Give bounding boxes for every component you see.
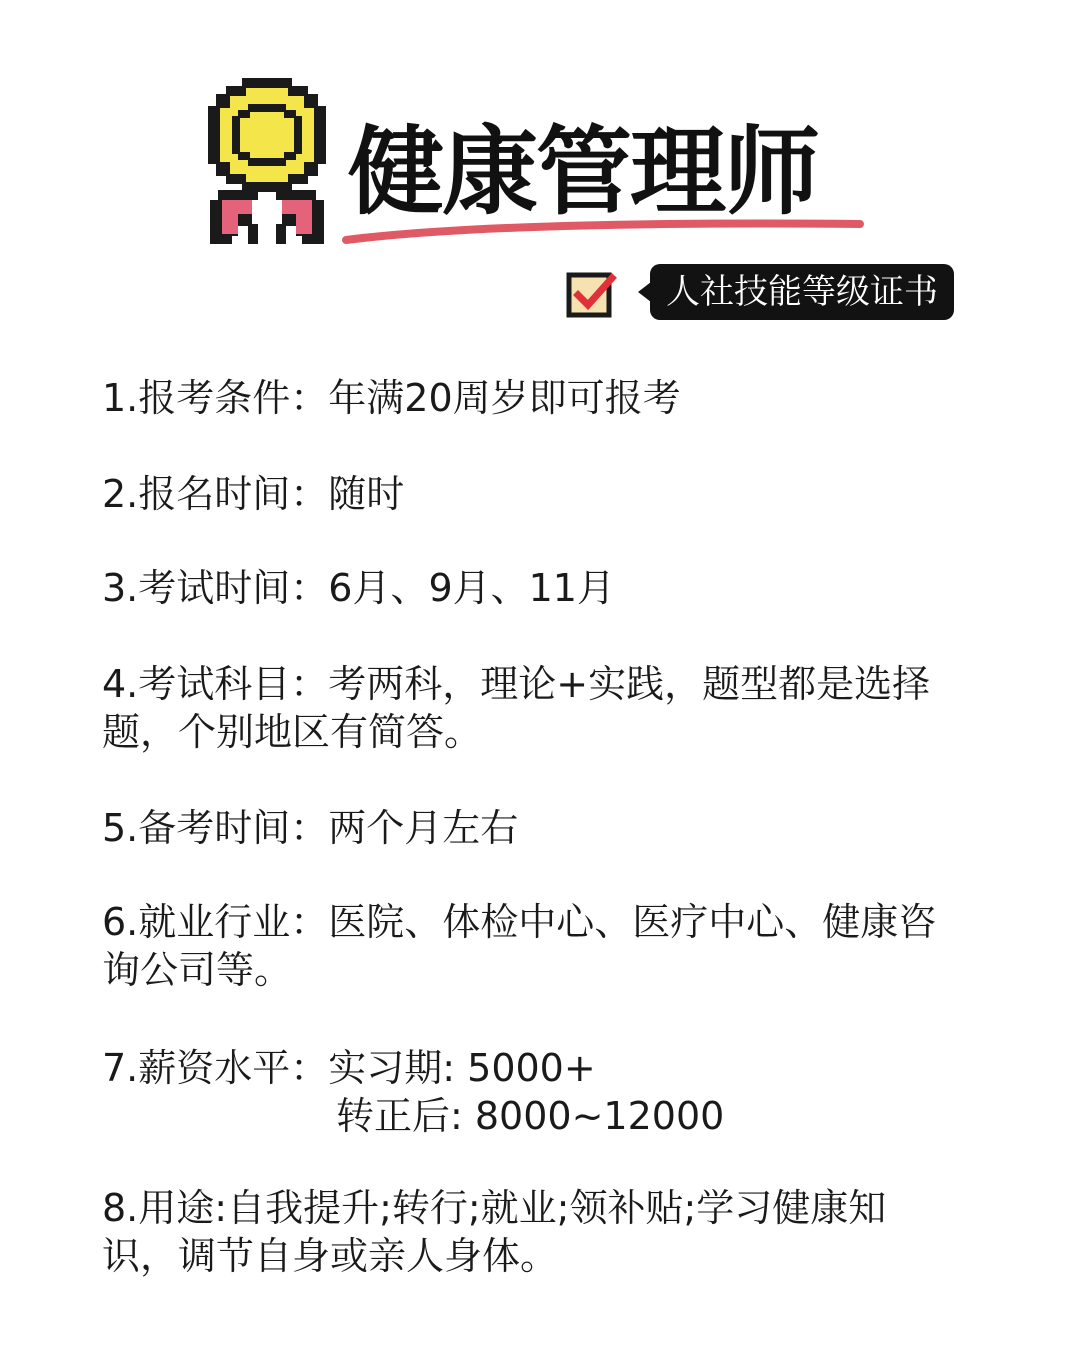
list-item [102,1044,724,1140]
page-title: 健康管理师 [348,116,818,228]
item-label: 1.报考条件： [102,376,329,420]
list-item [102,564,615,612]
item-value: 6月、9月、11月 [328,566,615,610]
item-label: 8.用途: [102,1186,228,1230]
item-value-continued: 识，调节自身或亲人身体。 [102,1234,559,1278]
list-item [102,898,936,994]
item-label: 2.报名时间： [102,472,329,516]
item-value: 实习期: 5000+ [328,1046,596,1090]
item-label: 6.就业行业： [102,900,329,944]
tag-pointer [638,282,651,302]
item-value: 随时 [328,472,405,516]
item-label: 5.备考时间： [102,806,329,850]
item-value-continued: 询公司等。 [102,948,293,992]
item-value: 两个月左右 [328,806,519,850]
item-value: 医院、体检中心、医疗中心、健康咨 [328,900,937,944]
medal-icon [204,78,330,248]
list-item [102,804,518,852]
title-underline [338,214,868,248]
item-value: 考两科，理论+实践，题型都是选择 [328,662,931,706]
item-value: 自我提升;转行;就业;领补贴;学习健康知 [227,1186,887,1230]
item-value: 年满20周岁即可报考 [328,376,681,420]
list-item [102,470,404,518]
item-label: 3.考试时间： [102,566,329,610]
certificate-tag [650,264,954,320]
list-item [102,660,930,756]
tag-label: 人社技能等级证书 [666,272,938,312]
item-label: 4.考试科目： [102,662,329,706]
list-item [102,1184,886,1280]
item-value-continued: 转正后: 8000~12000 [336,1094,725,1138]
item-value-continued: 题，个别地区有简答。 [102,710,483,754]
checkbox-check-icon [566,268,618,320]
list-item [102,374,681,422]
item-label: 7.薪资水平： [102,1046,329,1090]
